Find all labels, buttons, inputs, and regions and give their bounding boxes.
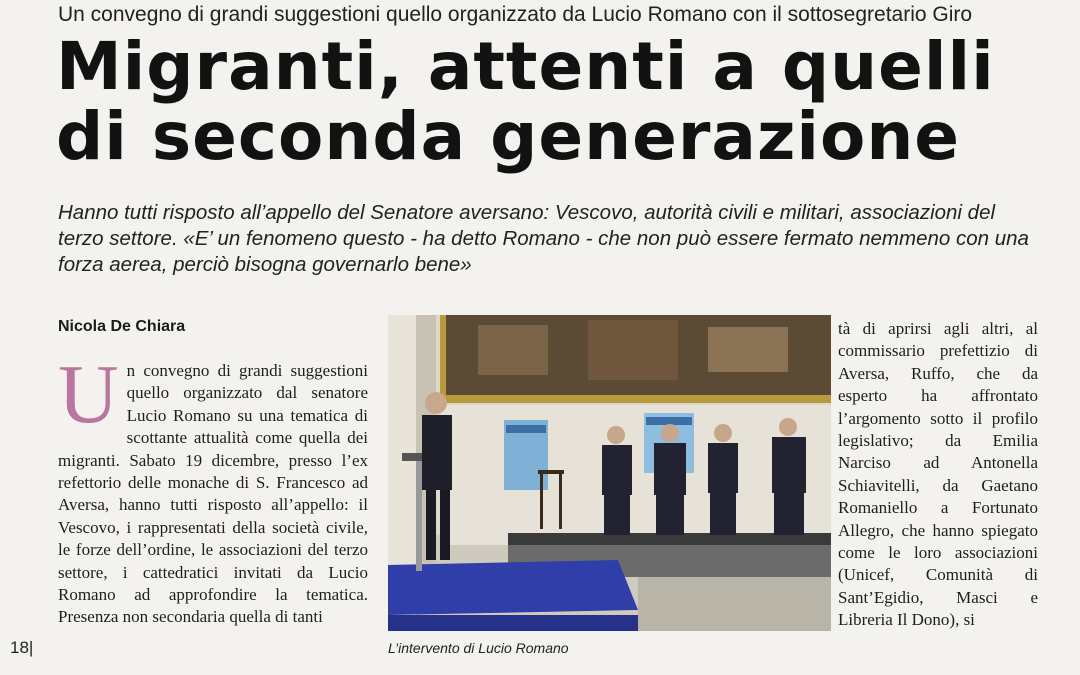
author-byline: Nicola De Chiara <box>58 318 186 335</box>
conference-photo-illustration <box>388 315 831 631</box>
photo-caption: L’intervento di Lucio Romano <box>388 640 569 656</box>
article-standfirst: Hanno tutti risposto all’appello del Senatore aversano: Vescovo, autorità civili e militari, associazioni del terzo settore. «E’ un fenomeno questo - ha detto Romano - che non può essere fermato nemmeno con una forza aerea, perciò bisogna governarlo bene» <box>58 201 1029 276</box>
body-column-3: tà di aprirsi agli altri, al commissario prefettizio di Aversa, Ruffo, che da esperto ha affrontato l’argomento sotto il profilo legislativo; da Emilia Narciso ad Antonella Schiavitelli, da Gaetano Romaniello a Fortunato Allegro, che hanno spiegato come le loro associazioni (Unicef, Comunità di Sant’Egidio, Masci e Libreria Il Dono), si <box>838 319 1038 630</box>
headline-line-2: di seconda generazione <box>56 98 961 175</box>
body-text-1: n convegno di grandi suggestioni quello organizzato dal senatore Lucio Romano su una tematica di scottante attualità come quella dei migranti. Sabato 19 dicembre, presso l’ex refettorio delle monache di S. Francesco ad Aversa, hanno tutti risposto all’appello: il Vescovo, i rappresentati della società civile, le forze dell’ordine, le associazioni del terzo settore, i cattedratici invitati da Lucio Romano ad approfondire la tematica. Presenza non secondaria quella di tanti <box>58 361 368 627</box>
drop-cap: U <box>58 348 119 441</box>
body-column-1 <box>58 348 368 629</box>
article-photo <box>388 315 831 631</box>
article-kicker: Un convegno di grandi suggestioni quello organizzato da Lucio Romano con il sottosegretario Giro <box>58 3 973 26</box>
page-number: 18| <box>10 638 34 657</box>
headline-line-1: Migranti, attenti a quelli <box>56 28 995 105</box>
article-headline <box>56 28 1056 175</box>
